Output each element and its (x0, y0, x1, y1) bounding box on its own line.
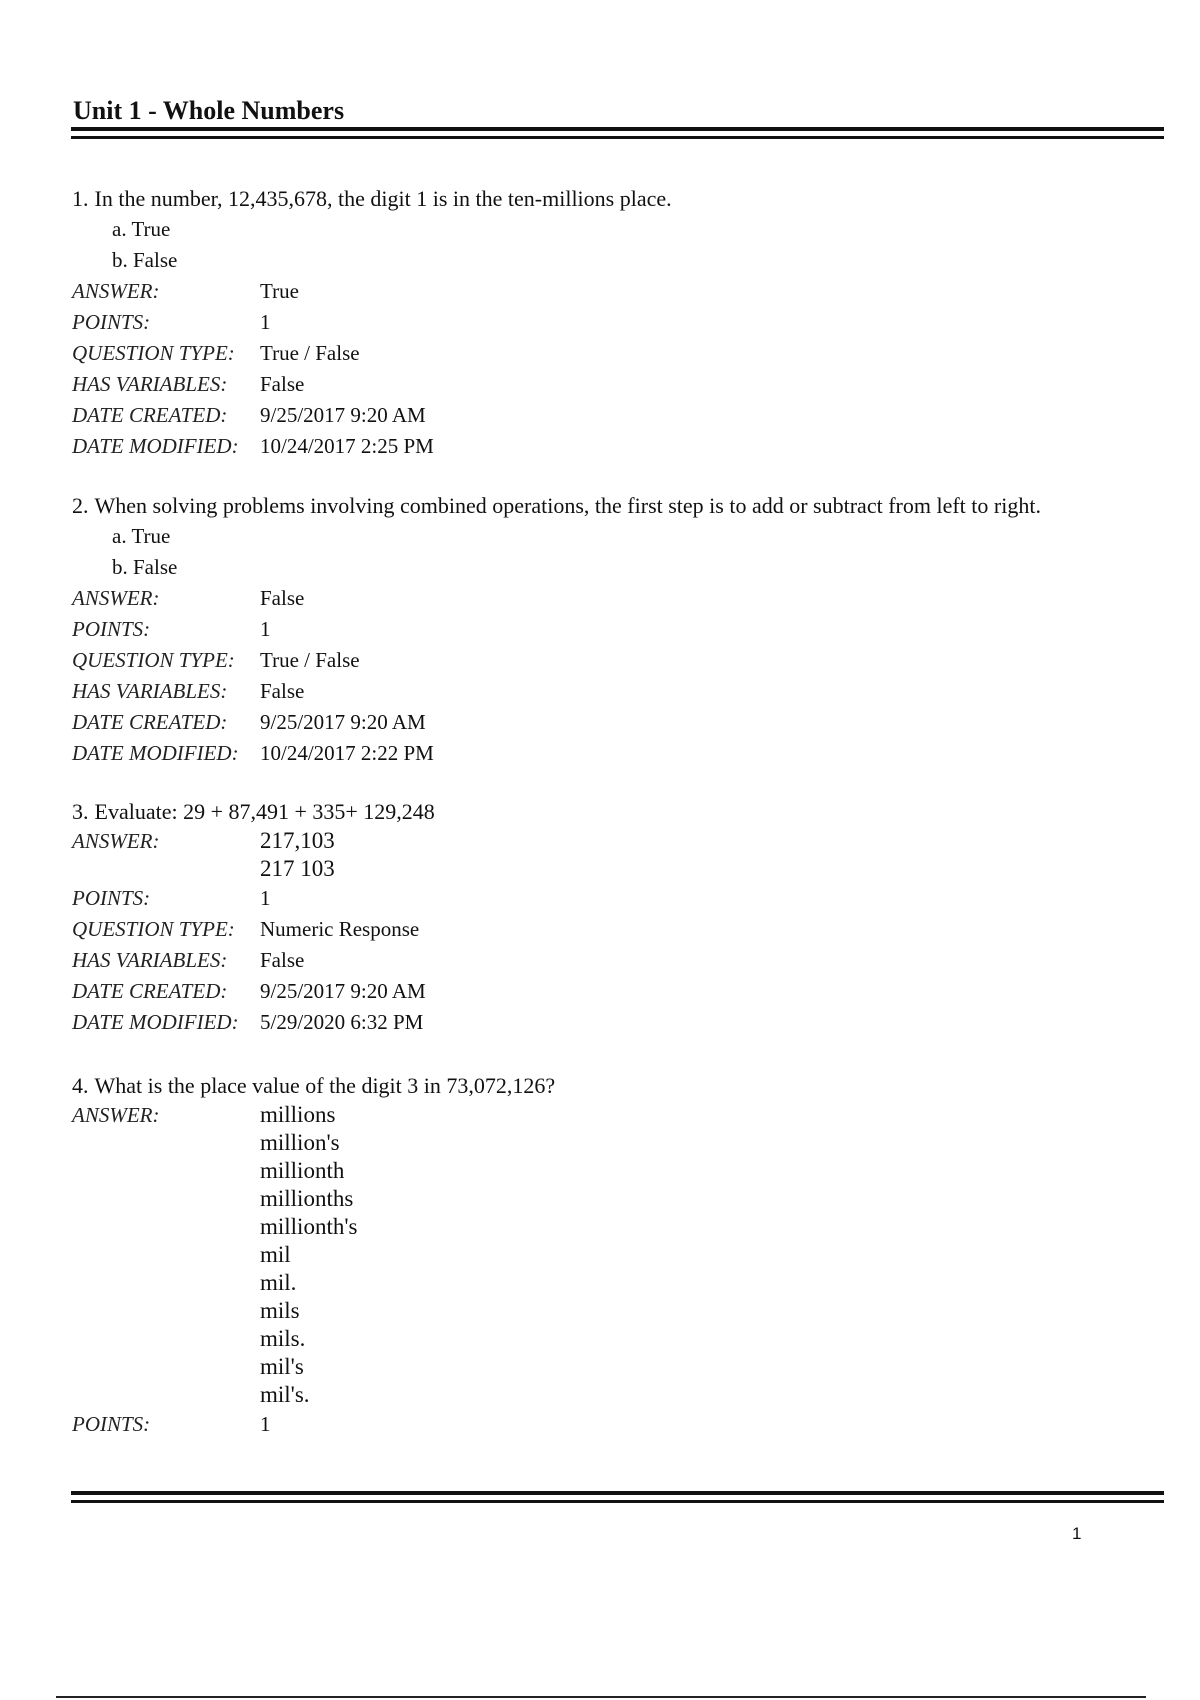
question-text: 3. Evaluate: 29 + 87,491 + 335+ 129,248 (72, 799, 435, 824)
page-edge-line (56, 1696, 1146, 1698)
footer-double-rule (71, 1491, 1164, 1505)
date-modified-row: DATE MODIFIED: 5/29/2020 6:32 PM (72, 1010, 424, 1034)
option-true: a. True (112, 524, 171, 548)
answer-item: million's (260, 1130, 340, 1155)
option-false: b. False (112, 555, 178, 579)
question-type-row: QUESTION TYPE: True / False (72, 341, 360, 365)
date-modified-row: DATE MODIFIED: 10/24/2017 2:22 PM (72, 741, 434, 765)
question-3 (72, 796, 1170, 1038)
question-type-row: QUESTION TYPE: Numeric Response (72, 917, 420, 941)
answer-row: ANSWER: 217,103 217 103 (72, 828, 335, 881)
answer-item: millionths (260, 1186, 354, 1211)
points-row: POINTS: 1 (72, 617, 271, 641)
answer-row: ANSWER: False (72, 586, 305, 610)
answer-row: ANSWER: millions million's millionth millionths millionth's mil mil. mils mils. mil's mil's. (72, 1102, 358, 1407)
question-text: 2. When solving problems involving combined operations, the first step is to add or subtract from left to right. (72, 493, 1041, 518)
answer-list (260, 827, 335, 883)
question-text: 4. What is the place value of the digit 3 in 73,072,126? (72, 1073, 556, 1098)
date-created-row: DATE CREATED: 9/25/2017 9:20 AM (72, 403, 426, 427)
answer-item: millions (260, 1102, 336, 1127)
header-double-rule (71, 127, 1164, 141)
has-variables-row: HAS VARIABLES: False (72, 679, 305, 703)
answer-item: mil's (260, 1354, 304, 1379)
answer-item: mil (260, 1242, 291, 1267)
date-created-row: DATE CREATED: 9/25/2017 9:20 AM (72, 979, 426, 1003)
has-variables-row: HAS VARIABLES: False (72, 948, 305, 972)
answer-item: mil's. (260, 1382, 310, 1407)
page-number: 1 (1072, 1524, 1082, 1543)
points-row: POINTS: 1 (72, 310, 271, 334)
answer-item: millionth's (260, 1214, 358, 1239)
points-row: POINTS: 1 (72, 886, 271, 910)
question-text: 1. In the number, 12,435,678, the digit 1 is in the ten-millions place. (72, 186, 672, 211)
question-2 (72, 490, 1170, 769)
points-row: POINTS: 1 (72, 1412, 271, 1436)
answer-item: 217,103 (260, 828, 335, 853)
date-created-row: DATE CREATED: 9/25/2017 9:20 AM (72, 710, 426, 734)
question-1 (72, 183, 1170, 462)
answer-list (260, 1101, 357, 1409)
option-true: a. True (112, 217, 171, 241)
question-type-row: QUESTION TYPE: True / False (72, 648, 360, 672)
answer-row: ANSWER: True (72, 279, 299, 303)
answer-item: mils (260, 1298, 300, 1323)
page-title: Unit 1 - Whole Numbers (73, 96, 345, 125)
answer-item: mils. (260, 1326, 306, 1351)
answer-item: 217 103 (260, 856, 335, 881)
question-4 (72, 1070, 1170, 1440)
has-variables-row: HAS VARIABLES: False (72, 372, 305, 396)
date-modified-row: DATE MODIFIED: 10/24/2017 2:25 PM (72, 434, 434, 458)
answer-item: mil. (260, 1270, 297, 1295)
answer-item: millionth (260, 1158, 345, 1183)
option-false: b. False (112, 248, 178, 272)
